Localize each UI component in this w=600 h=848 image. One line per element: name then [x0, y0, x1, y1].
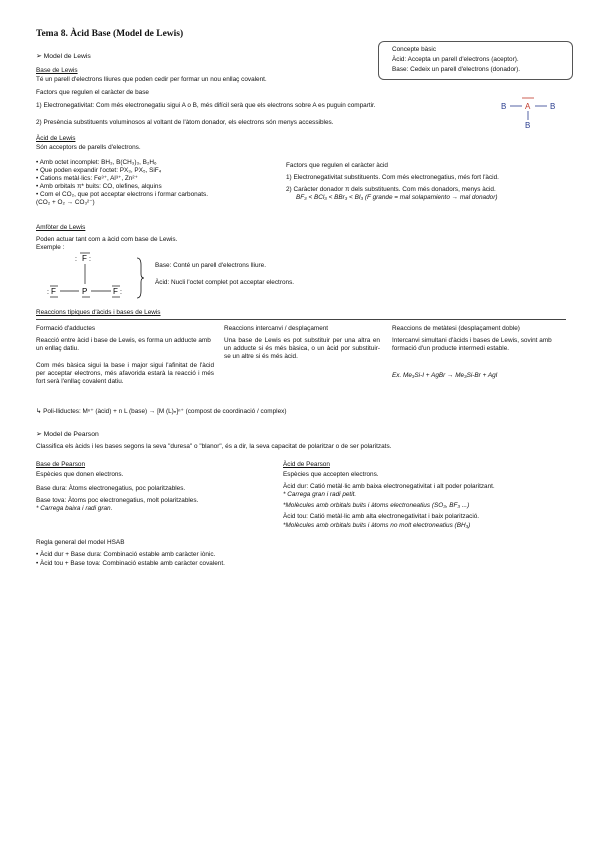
acid-lewis-def: Són acceptors de parells d'electrons.	[36, 144, 141, 151]
desplacament-text: Una base de Lewis es pot substituir per una altra en un adducte si és més bàsica, o un àcid por substituir-se un altre si és més àcid.	[224, 337, 380, 360]
acid-dur-note-2: *Molècules amb orbitals buits i àtoms electroneatius (SO₃, BF₃ ...)	[283, 502, 470, 509]
adducte-text-2: Com més bàsica sigui la base i major sigui l'afinitat de l'àcid per acceptar electrons, més afavorida estarà la reacció i més fort serà l'enllaç covalent datiu.	[36, 362, 214, 385]
svg-text::: :	[89, 256, 91, 263]
hsab-title: Regla general del model HSAB	[36, 539, 125, 546]
pearson-heading: ➢ Model de Pearson	[36, 431, 99, 438]
base-pearson-title: Base de Pearson	[36, 461, 86, 468]
amfoter-def: Poden actuar tant com a àcid com base de Lewis.	[36, 236, 178, 243]
base-factor-2: 2) Presència substituents voluminosos al voltant de l'àtom donador, els electrons són menys accessibles.	[36, 119, 334, 126]
pf3-f-top: F	[82, 254, 87, 263]
list-item: • Que poden expandir l'octet: PX₃, PX₅, SiF₄	[36, 167, 162, 174]
brace	[135, 257, 145, 299]
adducte-title: Formació d'adductes	[36, 325, 96, 332]
acid-tou: Àcid tou: Catió metàl·lic amb alta electronegativitat i baix polarització.	[283, 513, 480, 520]
acid-factor-2-note: BF₃ < BCl₃ < BBr₃ < BI₃ (F grande = mal solapamiento → mal donador)	[296, 194, 498, 201]
acid-dur-note-1: * Carrega gran i radi petit.	[283, 491, 357, 498]
list-item: (CO₂ + O₂ → CO₃²⁻)	[36, 199, 95, 206]
base-tova-note: * Carrega baixa i radi gran.	[36, 505, 113, 512]
metatesi-text: Intercanvi simultani d'àcids i bases de Lewis, sovint amb formació d'un producte intermedi estable.	[392, 337, 552, 352]
list-item: • Cations metàl·lics: Fe³⁺, Al³⁺, Zn²⁺	[36, 175, 138, 182]
base-factor-1: 1) Electronegativitat: Com més electronegatiu sigui A o B, més difícil serà que els electrons sobre A es puguin compartir.	[36, 102, 376, 109]
hsab-rule-1: • Àcid dur + Base dura: Combinació estable amb caràcter iònic.	[36, 551, 216, 558]
base-lewis-title: Base de Lewis	[36, 67, 78, 74]
amfoter-title: Amfòter de Lewis	[36, 224, 86, 231]
concept-heading: Concepte bàsic	[392, 46, 437, 53]
lewis-heading: ➢ Model de Lewis	[36, 53, 91, 60]
pearson-intro: Classifica els àcids i les bases segons la seva "duresa" o "blanor", és a dir, la seva capacitat de polaritzar o de ser polaritzats.	[36, 443, 392, 450]
acid-factor-1: 1) Electronegativitat substituents. Com més electronegatius, més fort l'àcid.	[286, 174, 499, 181]
acid-lewis-title: Àcid de Lewis	[36, 135, 76, 142]
acid-factors-title: Factors que regulen el caràcter àcid	[286, 162, 388, 169]
poli-adductes: ↳ Poli-lliductes: Mⁿ⁺ (àcid) + n L (base) → [M (L)ₙ]ⁿ⁺ (compost de coordinació / complex)	[36, 408, 287, 415]
amfoter-base: Base: Conté un parell d'electrons lliure.	[155, 262, 266, 269]
base-dura: Base dura: Àtoms electronegatius, poc polaritzables.	[36, 485, 186, 492]
concept-acid: Àcid: Accepta un parell d'electrons (aceptor).	[392, 56, 519, 63]
svg-text::: :	[120, 289, 122, 296]
page-title: Tema 8. Àcid Base (Model de Lewis)	[36, 29, 184, 39]
concept-base: Base: Cedeix un parell d'electrons (donador).	[392, 66, 521, 73]
list-item: • Amb orbitals π* buits: CO, olefines, alquins	[36, 183, 162, 190]
acid-pearson-title: Àcid de Pearson	[283, 461, 330, 468]
concept-box	[378, 41, 573, 80]
acid-lewis-list	[36, 159, 208, 207]
pf3-p-center: P	[82, 287, 88, 296]
base-lewis-def: Té un parell d'electrons lliures que poden cedir per formar un nou enllaç covalent.	[36, 76, 267, 83]
list-item: • Com el CO₂, que pot acceptar electrons i formar carbonats.	[36, 191, 209, 198]
bab-a-center: A	[525, 102, 531, 111]
bab-b-left: B	[501, 102, 507, 111]
acid-factor-2: 2) Caràcter donador π dels substituents. Com més donadors, menys àcid.	[286, 186, 496, 193]
divider	[36, 319, 566, 320]
acid-tou-note: *Molècules amb orbitals buits i àtoms no molt electroneatius (BH₃)	[283, 522, 471, 529]
amfoter-example-label: Exemple :	[36, 244, 65, 251]
amfoter-acid: Àcid: Nucli l'octet complet pot acceptar electrons.	[155, 279, 295, 286]
bab-b-right: B	[550, 102, 556, 111]
bab-b-bottom: B	[525, 121, 531, 130]
hsab-rule-2: • Àcid tou + Base tova: Combinació estable amb caràcter covalent.	[36, 560, 225, 567]
acid-dur: Àcid dur: Catió metàl·lic amb baixa electronegativitat i alt poder polaritzant.	[283, 483, 495, 490]
pf3-f-left: F	[51, 287, 56, 296]
reactions-title: Reaccions típiques d'àcids i bases de Lewis	[36, 309, 161, 316]
list-item: • Amb octet incomplet: BH₃, B(CH₃)₃, B₂H₆	[36, 159, 157, 166]
adducte-text-1: Reacció entre àcid i base de Lewis, es forma un adducte amb un enllaç datiu.	[36, 337, 211, 352]
pf3-f-right: F	[113, 287, 118, 296]
desplacament-title: Reaccions intercanvi / desplaçament	[224, 325, 329, 332]
svg-text::: :	[75, 256, 77, 263]
base-pearson-def: Espècies que donen electrons.	[36, 471, 124, 478]
base-factors-title: Factors que regulen el caràcter de base	[36, 89, 149, 96]
metatesi-title: Reaccions de metàtesi (desplaçament doble)	[392, 325, 520, 332]
bab-structure	[498, 94, 568, 132]
pf3-structure	[44, 250, 134, 302]
metatesi-example: Ex. Me₃Si-I + AgBr → Me₃Si-Br + AgI	[392, 372, 498, 379]
acid-pearson-def: Espècies que accepten electrons.	[283, 471, 379, 478]
base-tova: Base tova: Àtoms poc electronegatius, molt polaritzables.	[36, 497, 199, 504]
svg-text::: :	[47, 289, 49, 296]
